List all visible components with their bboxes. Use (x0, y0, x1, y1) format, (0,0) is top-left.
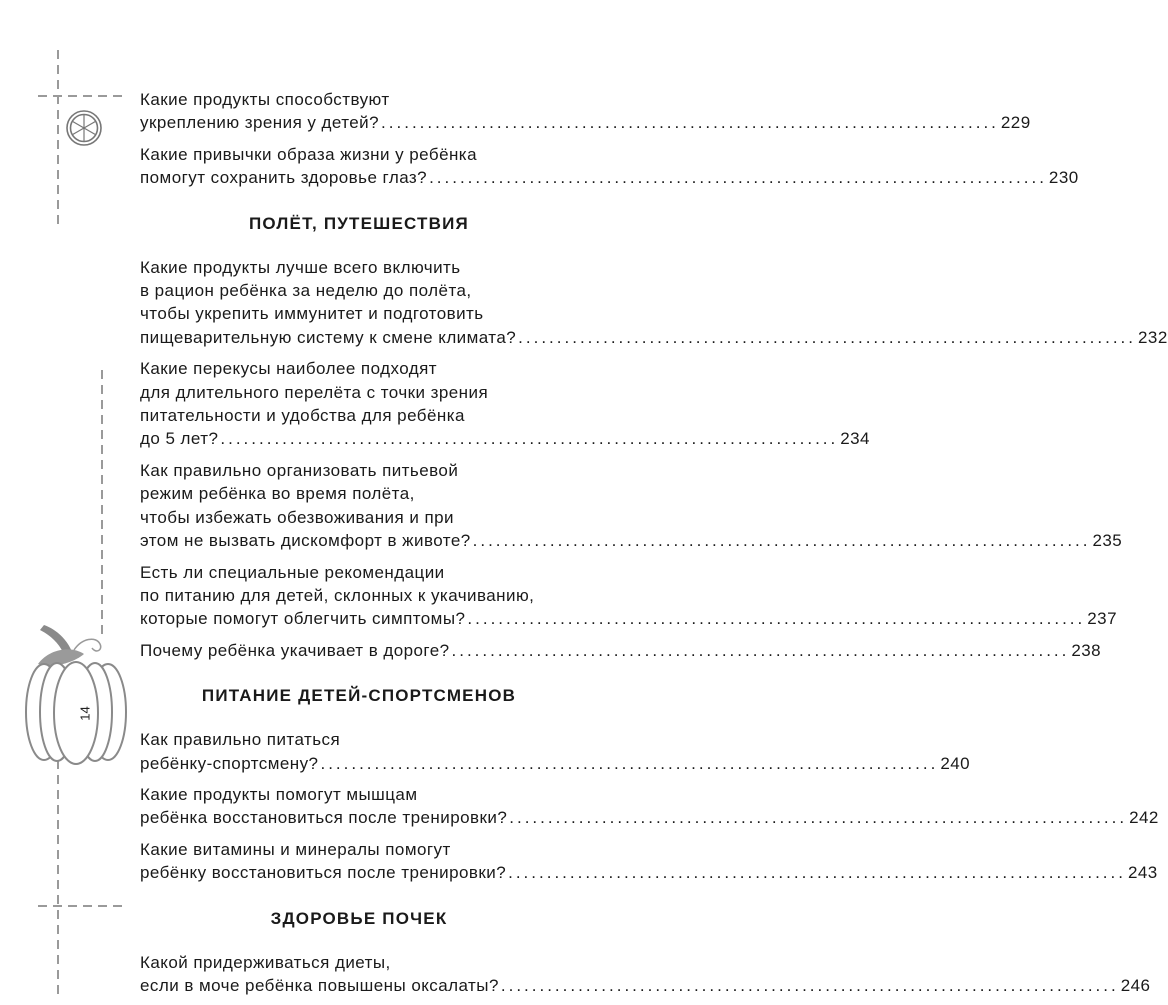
toc-entry-line: режим ребёнка во время полёта, (140, 484, 415, 504)
toc-entry-line: Почему ребёнка укачивает в дороге? (140, 640, 450, 660)
dot-leader: ................................................................................ (472, 531, 1091, 551)
dot-leader: ................................................................................ (451, 640, 1070, 660)
toc-entry[interactable] (140, 561, 1117, 631)
page-number: 14 (77, 706, 93, 721)
toc-entry-line: этом не вызвать дискомфорт в животе? (140, 531, 471, 551)
toc-page-number: 234 (840, 429, 870, 449)
toc-page-number: 229 (1000, 113, 1031, 133)
toc-entry-line: Какие продукты помогут мышцам (140, 784, 418, 804)
toc-entry-line: Какие продукты способствуют (140, 90, 390, 109)
toc-entry[interactable] (140, 951, 1151, 998)
toc-entry-line: ребёнка восстановиться после тренировки? (140, 808, 508, 828)
toc-page-number: 242 (1129, 808, 1159, 828)
toc-entry-line: Какие витамины и минералы помогут (140, 839, 451, 859)
section-heading: ПИТАНИЕ ДЕТЕЙ-СПОРТСМЕНОВ (201, 686, 517, 706)
toc-page-number: 246 (1120, 975, 1151, 995)
toc-entry-line: для длительного перелёта с точки зрения (140, 382, 489, 402)
toc-page-number: 232 (1138, 327, 1168, 347)
toc-entry-line: Какой придерживаться диеты, (140, 952, 391, 972)
toc-entry-line: Как правильно организовать питьевой (140, 460, 459, 480)
toc-entry-line: питательности и удобства для ребёнка (140, 406, 465, 426)
toc-entry-line: Какие продукты лучше всего включить (140, 257, 461, 277)
toc-entry-line: Как правильно питаться (140, 730, 341, 750)
dot-leader: ................................................................................ (429, 168, 1047, 188)
section-heading: ПОЛЁТ, ПУТЕШЕСТВИЯ (249, 213, 469, 233)
toc-page-number: 243 (1127, 863, 1158, 883)
toc-entry[interactable] (140, 783, 1159, 830)
toc-entry[interactable] (140, 88, 1031, 135)
citrus-slice-icon (67, 111, 101, 145)
toc-entry-line: ребёнку восстановиться после тренировки? (140, 863, 507, 883)
toc-page-number: 230 (1048, 168, 1079, 188)
toc-entry-line: пищеварительную систему к смене климата? (140, 327, 517, 347)
dot-leader: ................................................................................ (220, 429, 839, 449)
toc-entry-line: укреплению зрения у детей? (140, 113, 380, 133)
table-of-contents (140, 88, 1168, 1005)
toc-entry[interactable] (140, 357, 870, 451)
dot-leader: ................................................................................ (509, 808, 1128, 828)
toc-entry-line: до 5 лет? (140, 429, 219, 449)
toc-entry-line: в рацион ребёнка за неделю до полёта, (140, 281, 472, 301)
toc-page-number: 235 (1092, 531, 1123, 551)
dot-leader: ................................................................................ (320, 753, 939, 773)
toc-entry[interactable] (140, 639, 1102, 662)
toc-entry[interactable] (140, 838, 1158, 885)
toc-entry-line: по питанию для детей, склонных к укачиванию, (140, 585, 535, 605)
toc-entry-line: если в моче ребёнка повышены оксалаты? (140, 975, 499, 995)
toc-entry[interactable] (140, 256, 1168, 350)
toc-page-number: 238 (1071, 640, 1102, 660)
dot-leader: ................................................................................ (500, 975, 1119, 995)
dot-leader: ................................................................................ (508, 863, 1126, 883)
dot-leader: ................................................................................ (381, 113, 999, 133)
section-heading: ЗДОРОВЬЕ ПОЧЕК (270, 908, 448, 928)
toc-entry-line: Какие привычки образа жизни у ребёнка (140, 144, 477, 164)
toc-entry[interactable] (140, 143, 1079, 190)
pumpkin-icon (26, 625, 126, 764)
dot-leader: ................................................................................ (518, 327, 1137, 347)
toc-entry[interactable] (140, 459, 1123, 553)
toc-page-number: 237 (1087, 609, 1117, 629)
toc-entry-line: которые помогут облегчить симптомы? (140, 609, 466, 629)
toc-page-number: 240 (940, 753, 971, 773)
toc-entry-line: Есть ли специальные рекомендации (140, 562, 445, 582)
toc-entry-line: Какие перекусы наиболее подходят (140, 359, 438, 379)
toc-entry-line: чтобы укрепить иммунитет и подготовить (140, 304, 484, 324)
toc-entry-line: помогут сохранить здоровье глаз? (140, 168, 428, 188)
dot-leader: ................................................................................ (467, 609, 1086, 629)
toc-entry-line: чтобы избежать обезвоживания и при (140, 507, 454, 527)
toc-entry[interactable] (140, 728, 971, 775)
toc-entry-line: ребёнку-спортсмену? (140, 753, 319, 773)
